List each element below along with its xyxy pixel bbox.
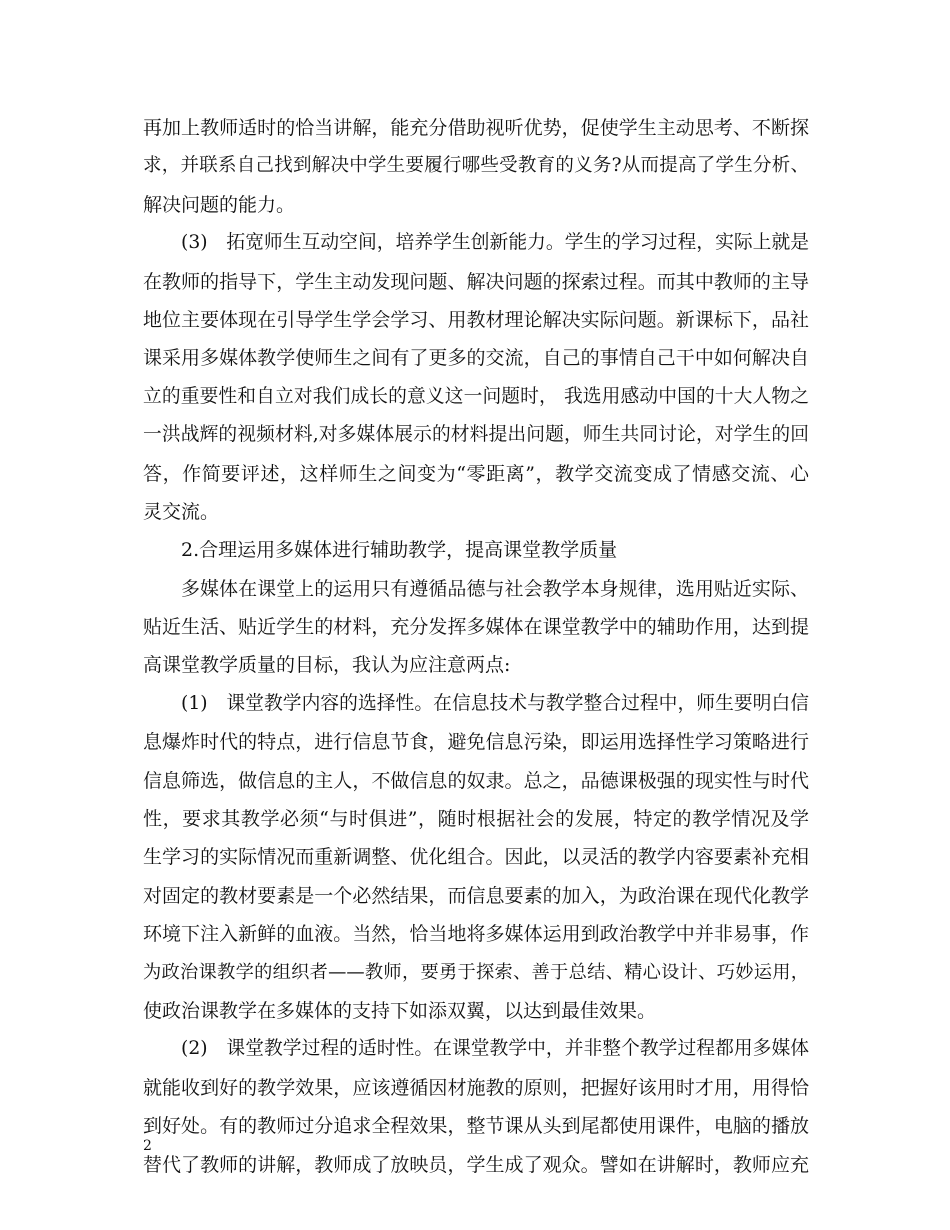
text-line: 课采用多媒体教学使师生之间有了更多的交流，自己的事情自己干中如何解决自	[143, 347, 809, 370]
text-line: 高课堂教学质量的目标，我认为应注意两点:	[143, 654, 511, 677]
text-line: 解决问题的能力。	[143, 193, 296, 216]
text-line: 答，作简要评述，这样师生之间变为“零距离”，教学交流变成了情感交流、心	[143, 462, 809, 485]
paragraph-start-line: (2) 课堂教学过程的适时性。在课堂教学中，并非整个教学过程都用多媒体	[181, 1038, 809, 1060]
text-line: 为政治课教学的组织者——教师，要勇于探索、善于总结、精心设计、巧妙运用，	[143, 961, 809, 983]
text-line: 立的重要性和自立对我们成长的意义这一问题时， 我选用感动中国的十大人物之	[143, 385, 809, 407]
text-line: 信息筛选，做信息的主人，不做信息的奴隶。总之，品德课极强的现实性与时代	[143, 769, 809, 792]
text-line: 息爆炸时代的特点，进行信息节食，避免信息污染，即运用选择性学习策略进行	[143, 731, 809, 754]
text-line: 到好处。有的教师过分追求全程效果，整节课从头到尾都使用课件，电脑的播放	[143, 1115, 809, 1138]
text-line: 对固定的教材要素是一个必然结果，而信息要素的加入，为政治课在现代化教学	[143, 884, 809, 907]
paragraph-start-line: (3) 拓宽师生互动空间，培养学生创新能力。学生的学习过程，实际上就是	[181, 232, 809, 254]
text-line: 在教师的指导下，学生主动发现问题、解决问题的探索过程。而其中教师的主导	[143, 270, 809, 293]
text-line: 一洪战辉的视频材料,对多媒体展示的材料提出问题，师生共同讨论，对学生的回	[143, 424, 809, 446]
section-heading: 2.合理运用多媒体进行辅助教学，提高课堂教学质量	[181, 539, 618, 562]
text-line: 生学习的实际情况而重新调整、优化组合。因此，以灵活的教学内容要素补充相	[143, 846, 809, 869]
paragraph-start-line: 多媒体在课堂上的运用只有遵循品德与社会教学本身规律，选用贴近实际、	[181, 577, 809, 600]
text-line: 就能收到好的教学效果，应该遵循因材施教的原则，把握好该用时才用，用得恰	[143, 1076, 809, 1099]
text-line: 再加上教师适时的恰当讲解，能充分借助视听优势，促使学生主动思考、不断探	[143, 117, 809, 139]
text-line: 替代了教师的讲解，教师成了放映员，学生成了观众。譬如在讲解时，教师应充	[143, 1153, 809, 1176]
text-line: 贴近生活、贴近学生的材料，充分发挥多媒体在课堂教学中的辅助作用，达到提	[143, 616, 809, 639]
text-line: 使政治课教学在多媒体的支持下如添双翼，以达到最佳效果。	[143, 999, 657, 1022]
body-text	[143, 109, 809, 1184]
text-line: 求，并联系自己找到解决中学生要履行哪些受教育的义务?从而提高了学生分析、	[143, 155, 809, 177]
text-line: 地位主要体现在引导学生学会学习、用教材理论解决实际问题。新课标下，品社	[143, 308, 809, 331]
text-line: 灵交流。	[143, 500, 220, 523]
paragraph-start-line: (1) 课堂教学内容的选择性。在信息技术与教学整合过程中，师生要明白信	[181, 692, 809, 714]
text-line: 环境下注入新鲜的血液。当然，恰当地将多媒体运用到政治教学中并非易事，作	[143, 923, 809, 946]
text-line: 性，要求其教学必须“与时俱进”，随时根据社会的发展，特定的教学情况及学	[143, 808, 809, 831]
page-number: 2	[143, 1138, 152, 1154]
